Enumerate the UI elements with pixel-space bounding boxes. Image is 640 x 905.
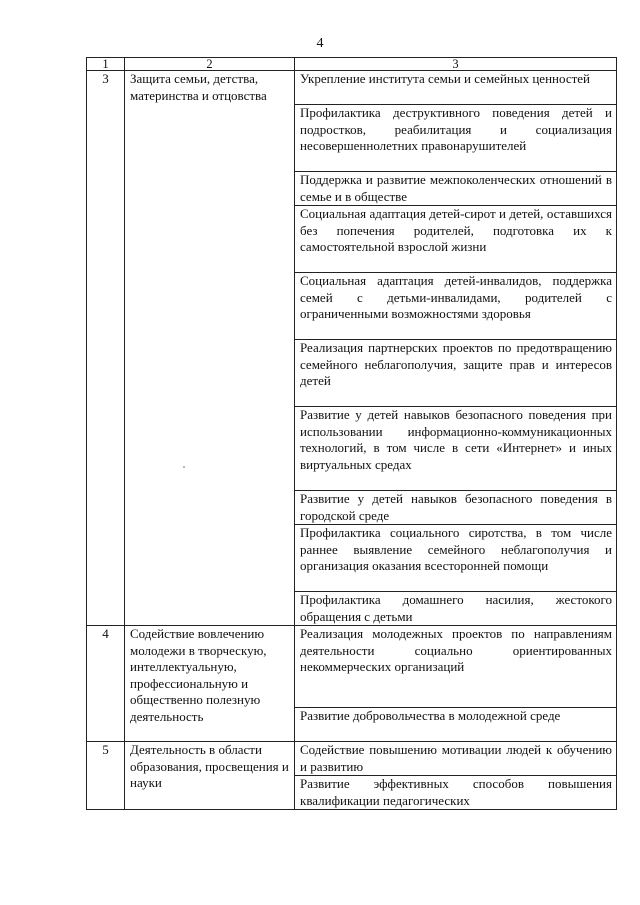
task-cell: Реализация партнерских проектов по предотвращению семейного неблагополучия, защите прав и интересов детей bbox=[295, 340, 617, 407]
row-number: 5 bbox=[87, 742, 125, 810]
row-number: 4 bbox=[87, 626, 125, 742]
task-cell: Развитие добровольчества в молодежной среде bbox=[295, 708, 617, 742]
task-cell: Профилактика деструктивного поведения детей и подростков, реабилитация и социализация несовершеннолетних правонарушителей bbox=[295, 105, 617, 172]
task-cell: Развитие у детей навыков безопасного поведения при использовании информационно-коммуникационных технологий, в том числе в сети «Интернет» и иных виртуальных средах bbox=[295, 407, 617, 491]
task-cell: Социальная адаптация детей-инвалидов, поддержка семей с детьми-инвалидами, родителей с ограниченными возможностями здоровья bbox=[295, 273, 617, 340]
column-header-2: 2 bbox=[125, 58, 295, 71]
task-cell: Профилактика социального сиротства, в том числе раннее выявление семейного неблагополучия и организация оказания всесторонней помощи bbox=[295, 525, 617, 592]
direction-cell: Содействие вовлечению молодежи в творческую, интеллектуальную, профессиональную и общественно полезную деятельность bbox=[125, 626, 295, 742]
task-cell: Развитие эффективных способов повышения квалификации педагогических bbox=[295, 776, 617, 810]
task-cell: Профилактика домашнего насилия, жестокого обращения с детьми bbox=[295, 592, 617, 626]
task-cell: Поддержка и развитие межпоколенческих отношений в семье и в обществе bbox=[295, 172, 617, 206]
row-number: 3 bbox=[87, 71, 125, 626]
table-row bbox=[87, 742, 617, 776]
scan-speck bbox=[183, 466, 185, 468]
task-cell: Содействие повышению мотивации людей к обучению и развитию bbox=[295, 742, 617, 776]
table-row bbox=[87, 626, 617, 708]
page-number: 4 bbox=[316, 36, 324, 51]
task-cell: Укрепление института семьи и семейных ценностей bbox=[295, 71, 617, 105]
task-cell: Развитие у детей навыков безопасного поведения в городской среде bbox=[295, 491, 617, 525]
column-header-3: 3 bbox=[295, 58, 617, 71]
task-cell: Социальная адаптация детей-сирот и детей, оставшихся без попечения родителей, подготовка их к самостоятельной взрослой жизни bbox=[295, 206, 617, 273]
table-row bbox=[87, 71, 617, 105]
table-header-row bbox=[87, 58, 617, 71]
direction-cell: Деятельность в области образования, просвещения и науки bbox=[125, 742, 295, 810]
task-cell: Реализация молодежных проектов по направлениям деятельности социально ориентированных некоммерческих организаций bbox=[295, 626, 617, 708]
column-header-1: 1 bbox=[87, 58, 125, 71]
grants-directions-table bbox=[86, 57, 617, 810]
direction-cell: Защита семьи, детства, материнства и отцовства bbox=[125, 71, 295, 626]
